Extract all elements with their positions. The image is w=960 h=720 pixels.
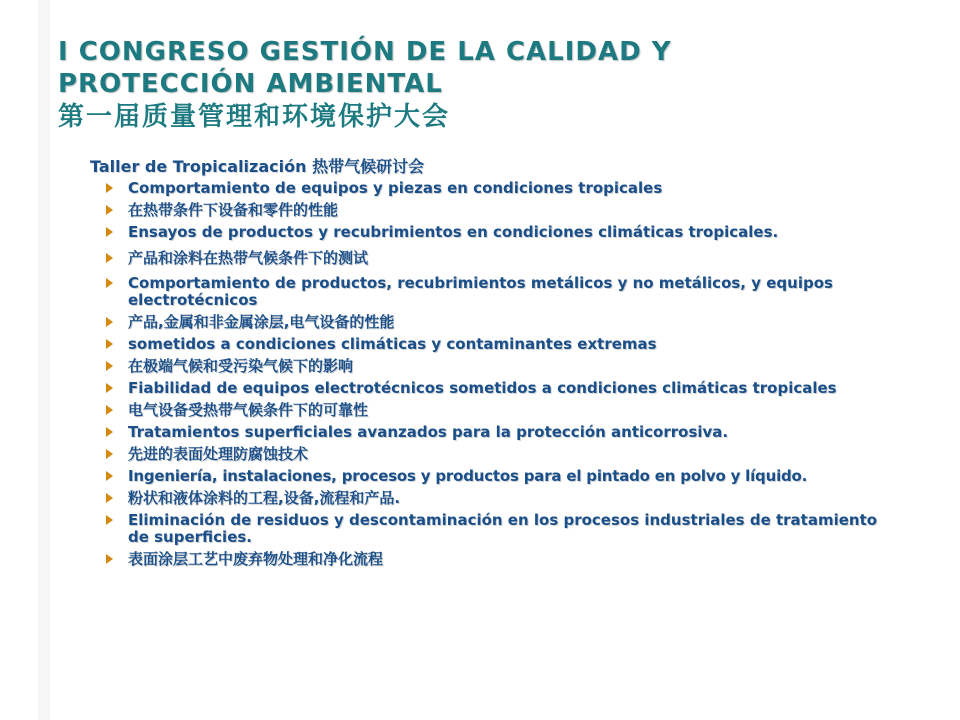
list-item (90, 402, 948, 419)
title-chinese: 第一届质量管理和环境保护大会 (58, 102, 451, 132)
content-body (90, 156, 950, 573)
list-item-text: 先进的表面处理防腐蚀技术 (128, 445, 309, 463)
arrow-bullet-icon (106, 278, 113, 288)
list-item (90, 446, 948, 463)
side-accent-panel (38, 0, 50, 720)
title-line-2: PROTECCIÓN AMBIENTAL (58, 69, 443, 99)
list-item (90, 424, 948, 441)
topic-list (90, 180, 950, 568)
list-item (90, 358, 948, 375)
arrow-bullet-icon (106, 515, 113, 525)
list-item-text: Comportamiento de productos, recubrimientos metálicos y no metálicos, y equipos electrotécnicos (128, 274, 833, 309)
list-item (90, 490, 948, 507)
list-item-text: Comportamiento de equipos y piezas en condiciones tropicales (128, 179, 663, 197)
arrow-bullet-icon (106, 227, 113, 237)
list-item (90, 551, 948, 568)
arrow-bullet-icon (106, 427, 113, 437)
arrow-bullet-icon (106, 253, 113, 263)
list-item (90, 512, 888, 546)
arrow-bullet-icon (106, 361, 113, 371)
list-item-text: 电气设备受热带气候条件下的可靠性 (128, 401, 369, 419)
list-item (90, 202, 948, 219)
list-item (90, 314, 948, 331)
arrow-bullet-icon (106, 554, 113, 564)
list-item-text: 粉状和液体涂料的工程,设备,流程和产品. (128, 489, 401, 507)
arrow-bullet-icon (106, 471, 113, 481)
list-item-text: 表面涂层工艺中废弃物处理和净化流程 (128, 550, 384, 568)
arrow-bullet-icon (106, 317, 113, 327)
arrow-bullet-icon (106, 449, 113, 459)
list-item (90, 468, 960, 485)
list-item-text: 产品和涂料在热带气候条件下的测试 (128, 249, 369, 267)
list-item (90, 336, 948, 353)
list-item-text: 在热带条件下设备和零件的性能 (128, 201, 339, 219)
list-item-text: Fiabilidad de equipos electrotécnicos sometidos a condiciones climáticas tropicales (128, 379, 837, 397)
list-item-text: Eliminación de residuos y descontaminación en los procesos industriales de tratamiento de superficies. (128, 511, 878, 546)
arrow-bullet-icon (106, 183, 113, 193)
arrow-bullet-icon (106, 405, 113, 415)
list-item-text: Ingeniería, instalaciones, procesos y productos para el pintado en polvo y líquido. (128, 467, 808, 485)
title-line-1: I CONGRESO GESTIÓN DE LA CALIDAD Y (58, 37, 672, 67)
list-item (90, 380, 868, 397)
list-item-text: 在极端气候和受污染气候下的影响 (128, 357, 354, 375)
list-item-text: Tratamientos superficiales avanzados para la protección anticorrosiva. (128, 423, 729, 441)
list-item-text: 产品,金属和非金属涂层,电气设备的性能 (128, 313, 395, 331)
arrow-bullet-icon (106, 205, 113, 215)
list-item-text: Ensayos de productos y recubrimientos en condiciones climáticas tropicales. (128, 223, 779, 241)
title-block (58, 36, 938, 134)
list-item-text: sometidos a condiciones climáticas y contaminantes extremas (128, 335, 657, 353)
arrow-bullet-icon (106, 383, 113, 393)
section-heading: Taller de Tropicalización 热带气候研讨会 (90, 157, 425, 176)
list-item (90, 180, 948, 197)
arrow-bullet-icon (106, 339, 113, 349)
list-item (90, 250, 948, 267)
list-item (90, 275, 888, 309)
list-item (90, 224, 948, 241)
arrow-bullet-icon (106, 493, 113, 503)
